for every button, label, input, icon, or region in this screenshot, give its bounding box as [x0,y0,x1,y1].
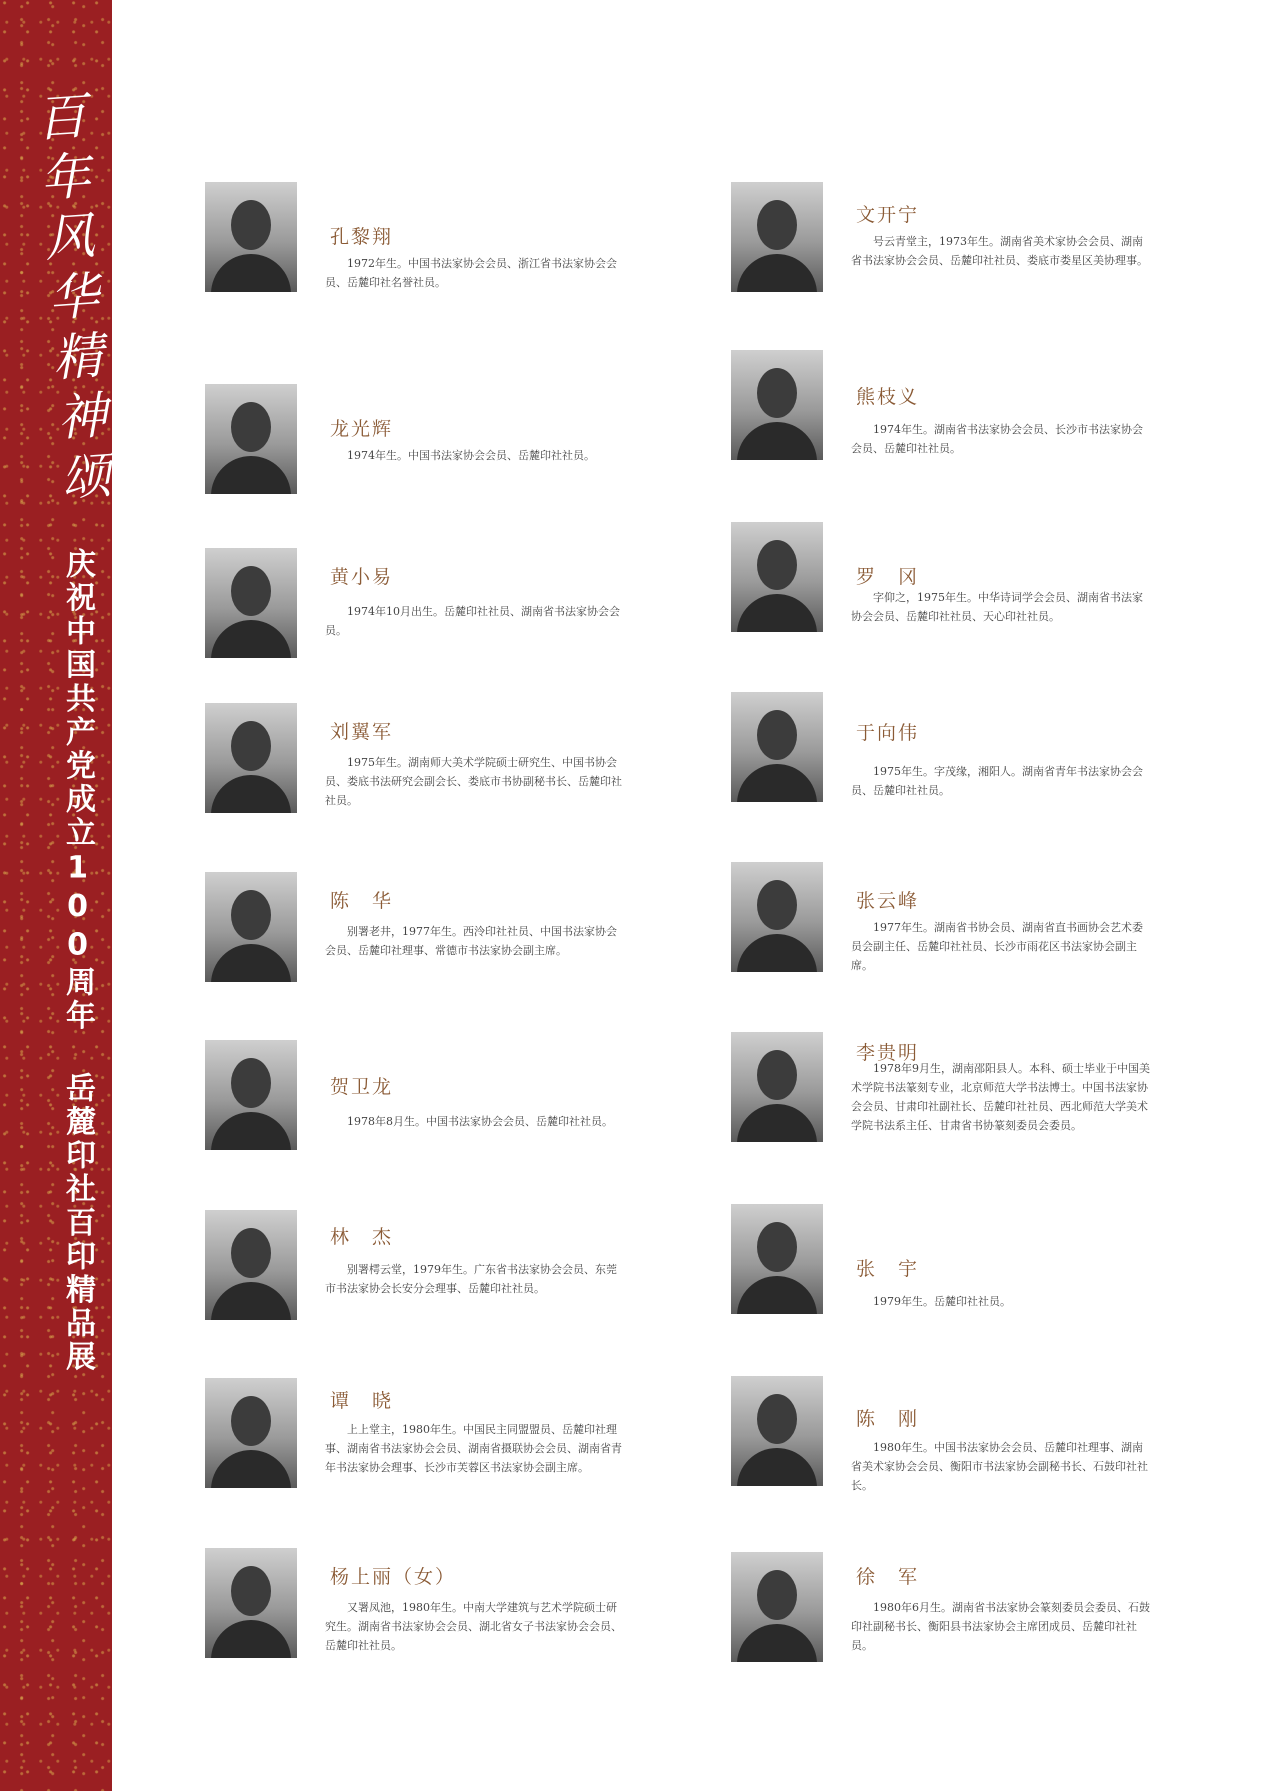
artist-entry [731,1552,1271,1672]
artist-name: 于向伟 [856,722,920,744]
artist-name: 刘翼军 [330,721,394,743]
artist-entry [731,862,1271,982]
artist-photo [205,384,297,494]
artist-name: 张云峰 [856,890,920,912]
artist-bio: 又署凤池，1980年生。中南大学建筑与艺术学院硕士研究生。湖南省书法家协会会员、湖北省女子书法家协会会员、岳麓印社社员。 [325,1601,622,1652]
artist-bio: 上上堂主，1980年生。中国民主同盟盟员、岳麓印社理事、湖南省书法家协会会员、湖南省摄联协会会员、湖南省青年书法家协会理事、长沙市芙蓉区书法家协会副主席。 [325,1423,622,1474]
artist-name: 张 宇 [856,1258,920,1280]
artist-photo [205,1548,297,1658]
exhibition-subtitle: 庆祝中国共产党成立100周年 岳麓印社百印精品展 [60,548,95,1375]
artist-entry [731,1376,1271,1496]
artist-bio: 1974年生。湖南省书法家协会会员、长沙市书法家协会会员、岳麓印社社员。 [851,423,1143,455]
artist-entry [205,703,745,823]
artist-photo [205,1210,297,1320]
artist-entry [205,872,745,992]
artist-bio: 字仰之，1975年生。中华诗词学会会员、湖南省书法家协会会员、岳麓印社社员、天心印社社员。 [851,591,1143,623]
artist-bio: 1972年生。中国书法家协会会员、浙江省书法家协会会员、岳麓印社名誉社员。 [325,257,617,289]
artist-photo [731,1032,823,1142]
artist-photo [731,862,823,972]
artist-bio: 1978年9月生，湖南邵阳县人。本科、硕士毕业于中国美术学院书法篆刻专业，北京师范大学书法博士。中国书法家协会会员、甘肃印社副社长、岳麓印社社员、西北师范大学美术学院书法系主任、甘肃省书协篆刻委员会委员。 [851,1062,1150,1132]
artist-entry [731,1032,1271,1152]
calligraphy-title: 百年风华精神颂 [26,88,114,512]
artist-bio: 1977年生。湖南省书协会员、湖南省直书画协会艺术委员会副主任、岳麓印社社员、长沙市雨花区书法家协会副主席。 [851,921,1143,972]
artist-name: 龙光辉 [330,418,394,440]
artist-photo [205,548,297,658]
artist-entry [205,384,745,504]
artist-bio: 1980年生。中国书法家协会会员、岳麓印社理事、湖南省美术家协会会员、衡阳市书法家协会副秘书长、石鼓印社社长。 [851,1441,1148,1492]
artist-bio: 1974年生。中国书法家协会会员、岳麓印社社员。 [347,449,595,462]
artist-photo [205,872,297,982]
artist-photo [731,692,823,802]
artist-name: 陈 华 [330,890,394,912]
sidebar-banner [0,0,112,1791]
artist-name: 徐 军 [856,1566,920,1588]
artist-entry [731,1204,1271,1324]
artist-photo [205,1378,297,1488]
artist-photo [731,1552,823,1662]
artist-entry [205,1040,745,1160]
artist-name: 贺卫龙 [330,1076,394,1098]
artist-bio: 1975年生。字茂缘，湘阳人。湖南省青年书法家协会会员、岳麓印社社员。 [851,765,1143,797]
artist-name: 文开宁 [856,204,920,226]
artist-name: 林 杰 [330,1226,394,1248]
artist-entry [205,1548,745,1668]
artist-bio: 1978年8月生。中国书法家协会会员、岳麓印社社员。 [347,1115,613,1128]
artist-photo [205,703,297,813]
artist-bio: 号云青堂主，1973年生。湖南省美术家协会会员、湖南省书法家协会会员、岳麓印社社员、娄底市娄星区美协理事。 [851,235,1148,267]
artist-bio: 1975年生。湖南师大美术学院硕士研究生、中国书协会员、娄底书法研究会副会长、娄底市书协副秘书长、岳麓印社社员。 [325,756,622,807]
artist-entry [205,1210,745,1330]
artist-bio: 别署老井，1977年生。西泠印社社员、中国书法家协会会员、岳麓印社理事、常德市书法家协会副主席。 [325,925,617,957]
artist-name: 罗 冈 [856,566,920,588]
artist-entry [205,182,745,302]
artist-photo [205,1040,297,1150]
artist-photo [731,182,823,292]
artist-bio: 1974年10月出生。岳麓印社社员、湖南省书法家协会会员。 [325,605,620,637]
artist-name: 杨上丽（女） [330,1566,457,1588]
artist-name: 熊枝义 [856,386,920,408]
artist-entry [731,522,1271,642]
artist-name: 李贵明 [856,1042,920,1064]
artist-name: 黄小易 [330,566,394,588]
artist-entry [731,692,1271,812]
artist-photo [731,1204,823,1314]
artist-bio: 1980年6月生。湖南省书法家协会篆刻委员会委员、石鼓印社副秘书长、衡阳县书法家协会主席团成员、岳麓印社社员。 [851,1601,1150,1652]
artist-bio: 别署樗云堂，1979年生。广东省书法家协会会员、东莞市书法家协会长安分会理事、岳麓印社社员。 [325,1263,617,1295]
artist-name: 陈 刚 [856,1408,920,1430]
artist-name: 孔黎翔 [330,226,394,248]
artist-photo [731,350,823,460]
artist-entry [205,1378,745,1498]
artist-entry [731,182,1271,302]
artist-name: 谭 晓 [330,1390,394,1412]
artist-photo [205,182,297,292]
artist-entry [731,350,1271,470]
artist-photo [731,1376,823,1486]
artist-entry [205,548,745,668]
artist-photo [731,522,823,632]
artist-bio: 1979年生。岳麓印社社员。 [873,1295,1011,1308]
